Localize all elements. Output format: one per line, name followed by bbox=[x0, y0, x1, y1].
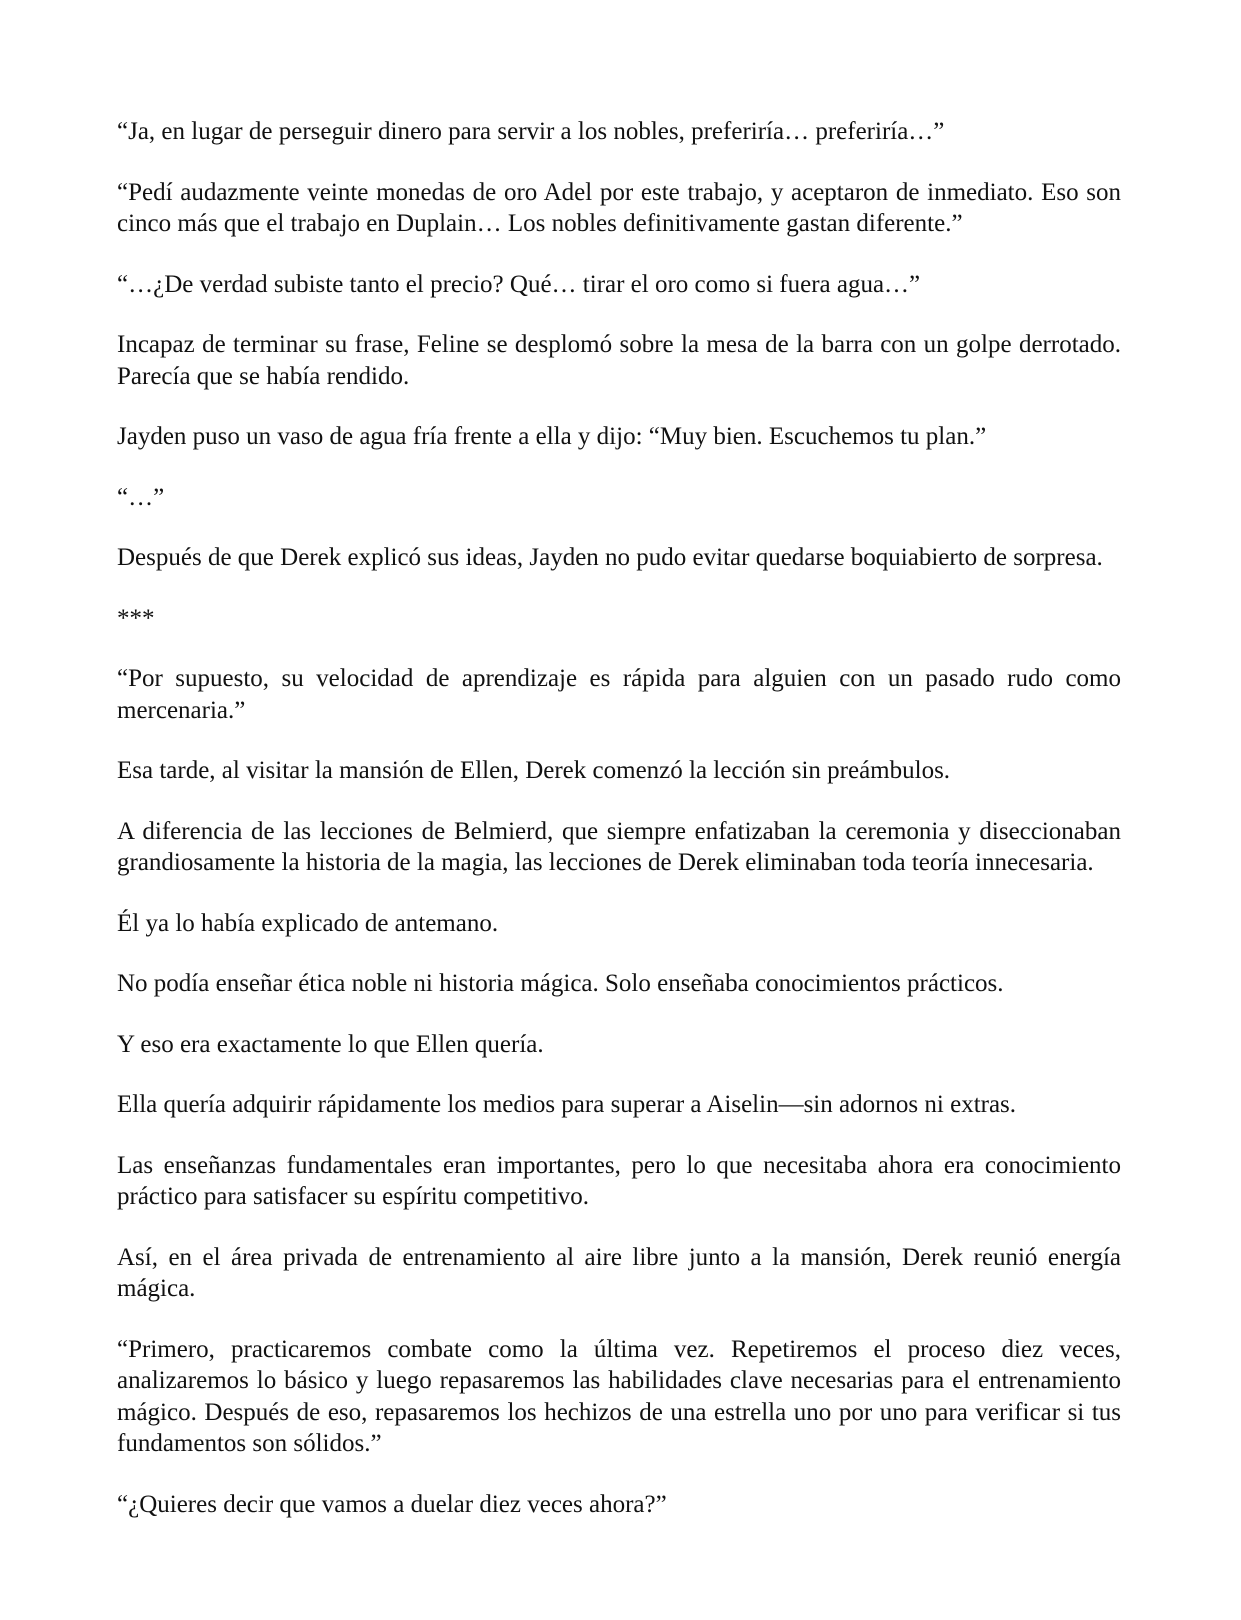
paragraph: “Primero, practicaremos combate como la última vez. Repetiremos el proceso diez veces, analizaremos lo básico y luego repasaremos las habilidades clave necesarias para el entrenamiento mágico. Después de eso, repasaremos los hechizos de una estrella uno por uno para verificar si tus fundamentos son sólidos.” bbox=[117, 1335, 1121, 1457]
paragraph: A diferencia de las lecciones de Belmierd, que siempre enfatizaban la ceremonia y diseccionaban grandiosamente la historia de la magia, las lecciones de Derek eliminaban toda teoría innecesaria. bbox=[117, 817, 1121, 876]
paragraph: Incapaz de terminar su frase, Feline se desplomó sobre la mesa de la barra con un golpe derrotado. Parecía que se había rendido. bbox=[117, 331, 1121, 390]
paragraph: Y eso era exactamente lo que Ellen quería. bbox=[117, 1030, 544, 1058]
paragraph: “Por supuesto, su velocidad de aprendizaje es rápida para alguien con un pasado rudo como mercenaria.” bbox=[117, 665, 1121, 724]
paragraph: “Ja, en lugar de perseguir dinero para servir a los nobles, preferiría… preferiría…” bbox=[117, 118, 945, 145]
paragraph: “¿Quieres decir que vamos a duelar diez veces ahora?” bbox=[117, 1490, 667, 1518]
paragraph: Después de que Derek explicó sus ideas, Jayden no pudo evitar quedarse boquiabierto de sorpresa. bbox=[117, 544, 1103, 571]
paragraph: Él ya lo había explicado de antemano. bbox=[117, 909, 499, 937]
scene-break: *** bbox=[117, 604, 155, 632]
paragraph: Así, en el área privada de entrenamiento al aire libre junto a la mansión, Derek reunió energía mágica. bbox=[117, 1243, 1121, 1302]
paragraph: Jayden puso un vaso de agua fría frente a ella y dijo: “Muy bien. Escuchemos tu plan.” bbox=[117, 423, 987, 450]
paragraph: No podía enseñar ética noble ni historia mágica. Solo enseñaba conocimientos prácticos. bbox=[117, 970, 1004, 997]
paragraph: “Pedí audazmente veinte monedas de oro Adel por este trabajo, y aceptaron de inmediato. Eso son cinco más que el trabajo en Duplain… Los nobles definitivamente gastan diferente.” bbox=[117, 178, 1121, 237]
paragraph: Las enseñanzas fundamentales eran importantes, pero lo que necesitaba ahora era conocimiento práctico para satisfacer su espíritu competitivo. bbox=[117, 1151, 1121, 1210]
paragraph: Esa tarde, al visitar la mansión de Ellen, Derek comenzó la lección sin preámbulos. bbox=[117, 757, 951, 784]
paragraph: “…” bbox=[117, 483, 165, 511]
paragraph: “…¿De verdad subiste tanto el precio? Qué… tirar el oro como si fuera agua…” bbox=[117, 270, 921, 298]
paragraph: Ella quería adquirir rápidamente los medios para superar a Aiselin—sin adornos ni extras. bbox=[117, 1091, 1017, 1118]
body-text bbox=[117, 116, 1121, 1549]
